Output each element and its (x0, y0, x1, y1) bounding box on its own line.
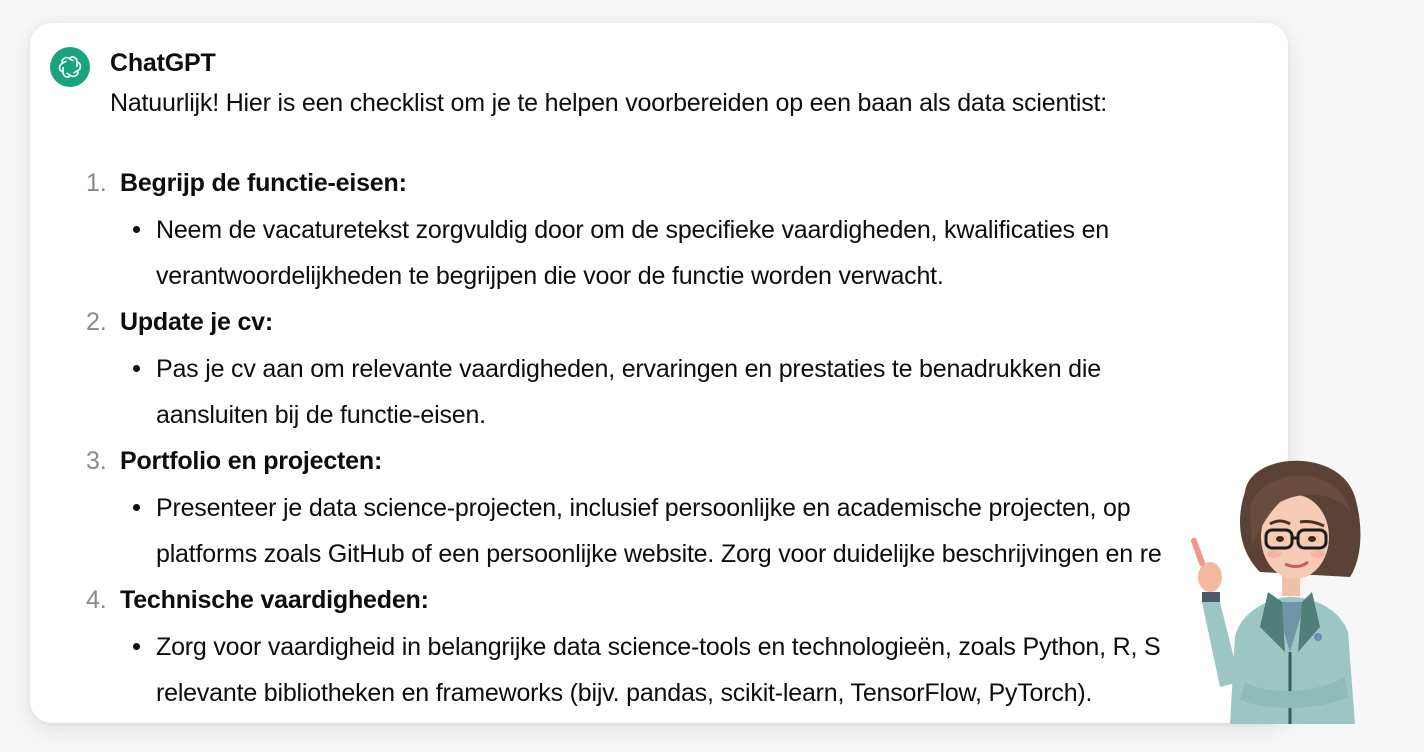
bullet-text: Presenteer je data science-projecten, inclusief persoonlijke en academische projecten, op (156, 494, 1131, 522)
openai-logo-icon (56, 53, 84, 81)
message-intro: Natuurlijk! Hier is een checklist om je te helpen voorbereiden op een baan als data scientist: (110, 89, 1108, 117)
bullet-icon (133, 226, 140, 233)
item-number: 4. (86, 586, 107, 614)
item-number: 2. (86, 308, 107, 336)
chatgpt-avatar (50, 47, 90, 87)
bullet-text: relevante bibliotheken en frameworks (bijv. pandas, scikit-learn, TensorFlow, PyTorch). (156, 679, 1093, 707)
item-number: 3. (86, 447, 107, 475)
bullet-icon (133, 504, 140, 511)
bullet-text: platforms zoals GitHub of een persoonlijke website. Zorg voor duidelijke beschrijvingen en re (156, 540, 1162, 568)
item-title: Portfolio en projecten: (120, 447, 383, 475)
list-item (86, 586, 429, 615)
chat-message-card (30, 23, 1288, 723)
cartoon-woman-illustration (1190, 452, 1380, 724)
item-number: 1. (86, 169, 107, 197)
bullet-text: verantwoordelijkheden te begrijpen die voor de functie worden verwacht. (156, 262, 944, 290)
message-author: ChatGPT (110, 49, 216, 77)
bullet-text: aansluiten bij de functie-eisen. (156, 401, 486, 429)
list-item (86, 308, 273, 337)
list-item (86, 447, 382, 476)
item-title: Update je cv: (120, 308, 274, 336)
list-item (86, 169, 407, 198)
item-title: Technische vaardigheden: (120, 586, 429, 614)
bullet-icon (133, 643, 140, 650)
bullet-text: Zorg voor vaardigheid in belangrijke data science-tools en technologieën, zoals Python, R, S (156, 633, 1161, 661)
bullet-icon (133, 365, 140, 372)
bullet-text: Neem de vacaturetekst zorgvuldig door om de specifieke vaardigheden, kwalificaties en (156, 216, 1109, 244)
item-title: Begrijp de functie-eisen: (120, 169, 407, 197)
bullet-text: Pas je cv aan om relevante vaardigheden, ervaringen en prestaties te benadrukken die (156, 355, 1101, 383)
